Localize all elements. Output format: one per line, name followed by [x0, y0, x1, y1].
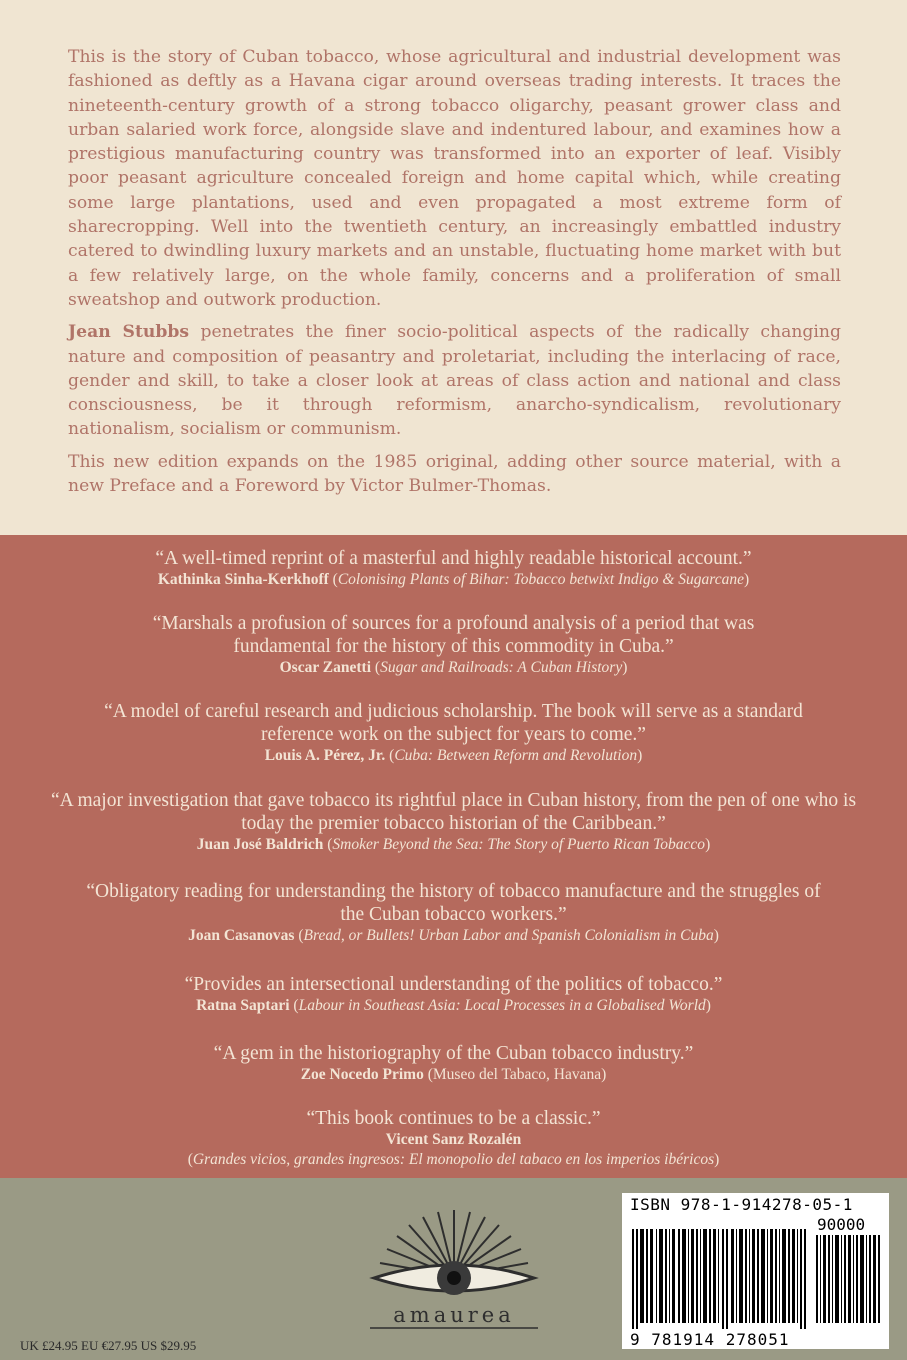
endorsement-quote: “A well-timed reprint of a masterful and highly readable historical account.”	[155, 548, 752, 569]
barcode-digits: 9 781914 278051	[630, 1330, 790, 1349]
endorsement-source	[30, 1130, 877, 1150]
endorsement-source: Joan Casanovas (Bread, or Bullets! Urban Labor and Spanish Colonialism in Cuba)	[188, 927, 719, 944]
blurb-paragraph-1: This is the story of Cuban tobacco, whose agricultural and industrial development was fashioned as deftly as a Havana cigar around overseas trading interests. It traces the nineteenth-century growth of a strong tobacco oligarchy, peasant grower class and urban salaried work force, alongside slave and indentured labour, and examines how a prestigious manufacturing country was transformed into an exporter of leaf. Visibly poor peasant agriculture concealed foreign and home capital which, while creating some large plantations, used and even propagated a most extreme form of sharecropping. Well into the twentieth century, an increasingly embattled industry catered to dwindling luxury markets and an unstable, fluctuating home market with but a few relatively large, on the whole family, concerns and a proliferation of small sweatshop and outwork production.	[68, 47, 841, 310]
endorsement-book: Grandes vicios, grandes ingresos: El monopolio del tabaco en los imperios ibéricos	[192, 1151, 715, 1168]
endorsement-name: Ratna Saptari	[196, 997, 290, 1014]
blurb-text	[68, 45, 841, 506]
endorsement	[30, 1042, 877, 1085]
endorsement-book: Sugar and Railroads: A Cuban History	[380, 659, 623, 676]
endorsement-source: Juan José Baldrich (Smoker Beyond the Sea: The Story of Puerto Rican Tobacco)	[196, 836, 711, 853]
endorsement-book: Labour in Southeast Asia: Local Processes in a Globalised World	[298, 997, 706, 1014]
endorsement-name: Joan Casanovas	[188, 927, 295, 944]
price-addon: 90000	[817, 1215, 866, 1234]
endorsement-quote: “A gem in the historiography of the Cuban tobacco industry.”	[213, 1043, 694, 1064]
blurb-paragraph-3: This new edition expands on the 1985 original, adding other source material, with a new Preface and a Foreword by Victor Bulmer-Thomas.	[68, 451, 841, 497]
publisher-name: amaurea	[393, 1303, 515, 1327]
endorsement-book: Bread, or Bullets! Urban Labor and Spanish Colonialism in Cuba	[303, 927, 714, 944]
endorsement-name: Louis A. Pérez, Jr.	[264, 747, 386, 764]
endorsement-name: Vicent Sanz Rozalén	[385, 1131, 522, 1148]
isbn-label: ISBN 978-1-914278-05-1	[630, 1195, 853, 1214]
endorsement-source: Kathinka Sinha-Kerkhoff (Colonising Plants of Bihar: Tobacco betwixt Indigo & Sugarcane)	[157, 571, 750, 588]
endorsement-quote: “A major investigation that gave tobacco its rightful place in Cuban history, from the pen of one who is today the premier tobacco historian of the Caribbean.”	[50, 790, 857, 834]
endorsement-name: Oscar Zanetti	[279, 659, 372, 676]
endorsement-name: Juan José Baldrich	[196, 836, 324, 853]
endorsement-book: Colonising Plants of Bihar: Tobacco betwixt Indigo & Sugarcane	[337, 571, 744, 588]
endorsement	[30, 547, 877, 590]
endorsement-quote: “This book continues to be a classic.”	[306, 1108, 601, 1129]
endorsement	[30, 700, 877, 766]
endorsement-quote: “Provides an intersectional understanding of the politics of tobacco.”	[184, 974, 723, 995]
blurb-paragraph-2	[68, 320, 841, 441]
endorsement	[30, 1107, 877, 1170]
price-list: UK £24.95 EU €27.95 US $29.95	[20, 1338, 197, 1353]
endorsement-quote: “Marshals a profusion of sources for a profound analysis of a period that was fundamental for the history of this commodity in Cuba.”	[152, 613, 755, 657]
endorsement-quote: “Obligatory reading for understanding the history of tobacco manufacture and the struggles of the Cuban tobacco workers.”	[86, 881, 821, 925]
blurb-paragraph-2-text: penetrates the finer socio-political aspects of the radically changing nature and composition of peasantry and proletariat, including the interlacing of race, gender and skill, to take a closer look at areas of class action and national and class consciousness, be it through reformism, anarcho-syndicalism, revolutionary nationalism, socialism or communism.	[68, 322, 842, 440]
endorsement-name: Zoe Nocedo Primo	[300, 1066, 424, 1083]
author-name: Jean Stubbs	[68, 322, 190, 343]
endorsement-source: Zoe Nocedo Primo (Museo del Tabaco, Havana)	[300, 1066, 607, 1083]
pupil-icon	[447, 1271, 461, 1285]
endorsement-book: Smoker Beyond the Sea: The Story of Puerto Rican Tobacco	[332, 836, 706, 853]
endorsement-book: Museo del Tabaco, Havana	[432, 1066, 602, 1083]
endorsement-name: Kathinka Sinha-Kerkhoff	[157, 571, 329, 588]
endorsement	[30, 973, 877, 1016]
endorsement-quote: “A model of careful research and judicious scholarship. The book will serve as a standard reference work on the subject for years to come.”	[104, 701, 803, 745]
endorsement	[30, 612, 877, 678]
endorsement-book: Cuba: Between Reform and Revolution	[394, 747, 638, 764]
endorsement-source: (Grandes vicios, grandes ingresos: El monopolio del tabaco en los imperios ibéricos)	[187, 1151, 720, 1168]
endorsement-source: Louis A. Pérez, Jr. (Cuba: Between Reform and Revolution)	[264, 747, 643, 764]
barcode-icon	[630, 1219, 881, 1329]
barcode-panel	[622, 1193, 889, 1349]
endorsement-source: Ratna Saptari (Labour in Southeast Asia: Local Processes in a Globalised World)	[196, 997, 711, 1014]
endorsement	[30, 880, 877, 946]
endorsement-source: Oscar Zanetti (Sugar and Railroads: A Cuban History)	[279, 659, 628, 676]
endorsement	[30, 789, 877, 855]
